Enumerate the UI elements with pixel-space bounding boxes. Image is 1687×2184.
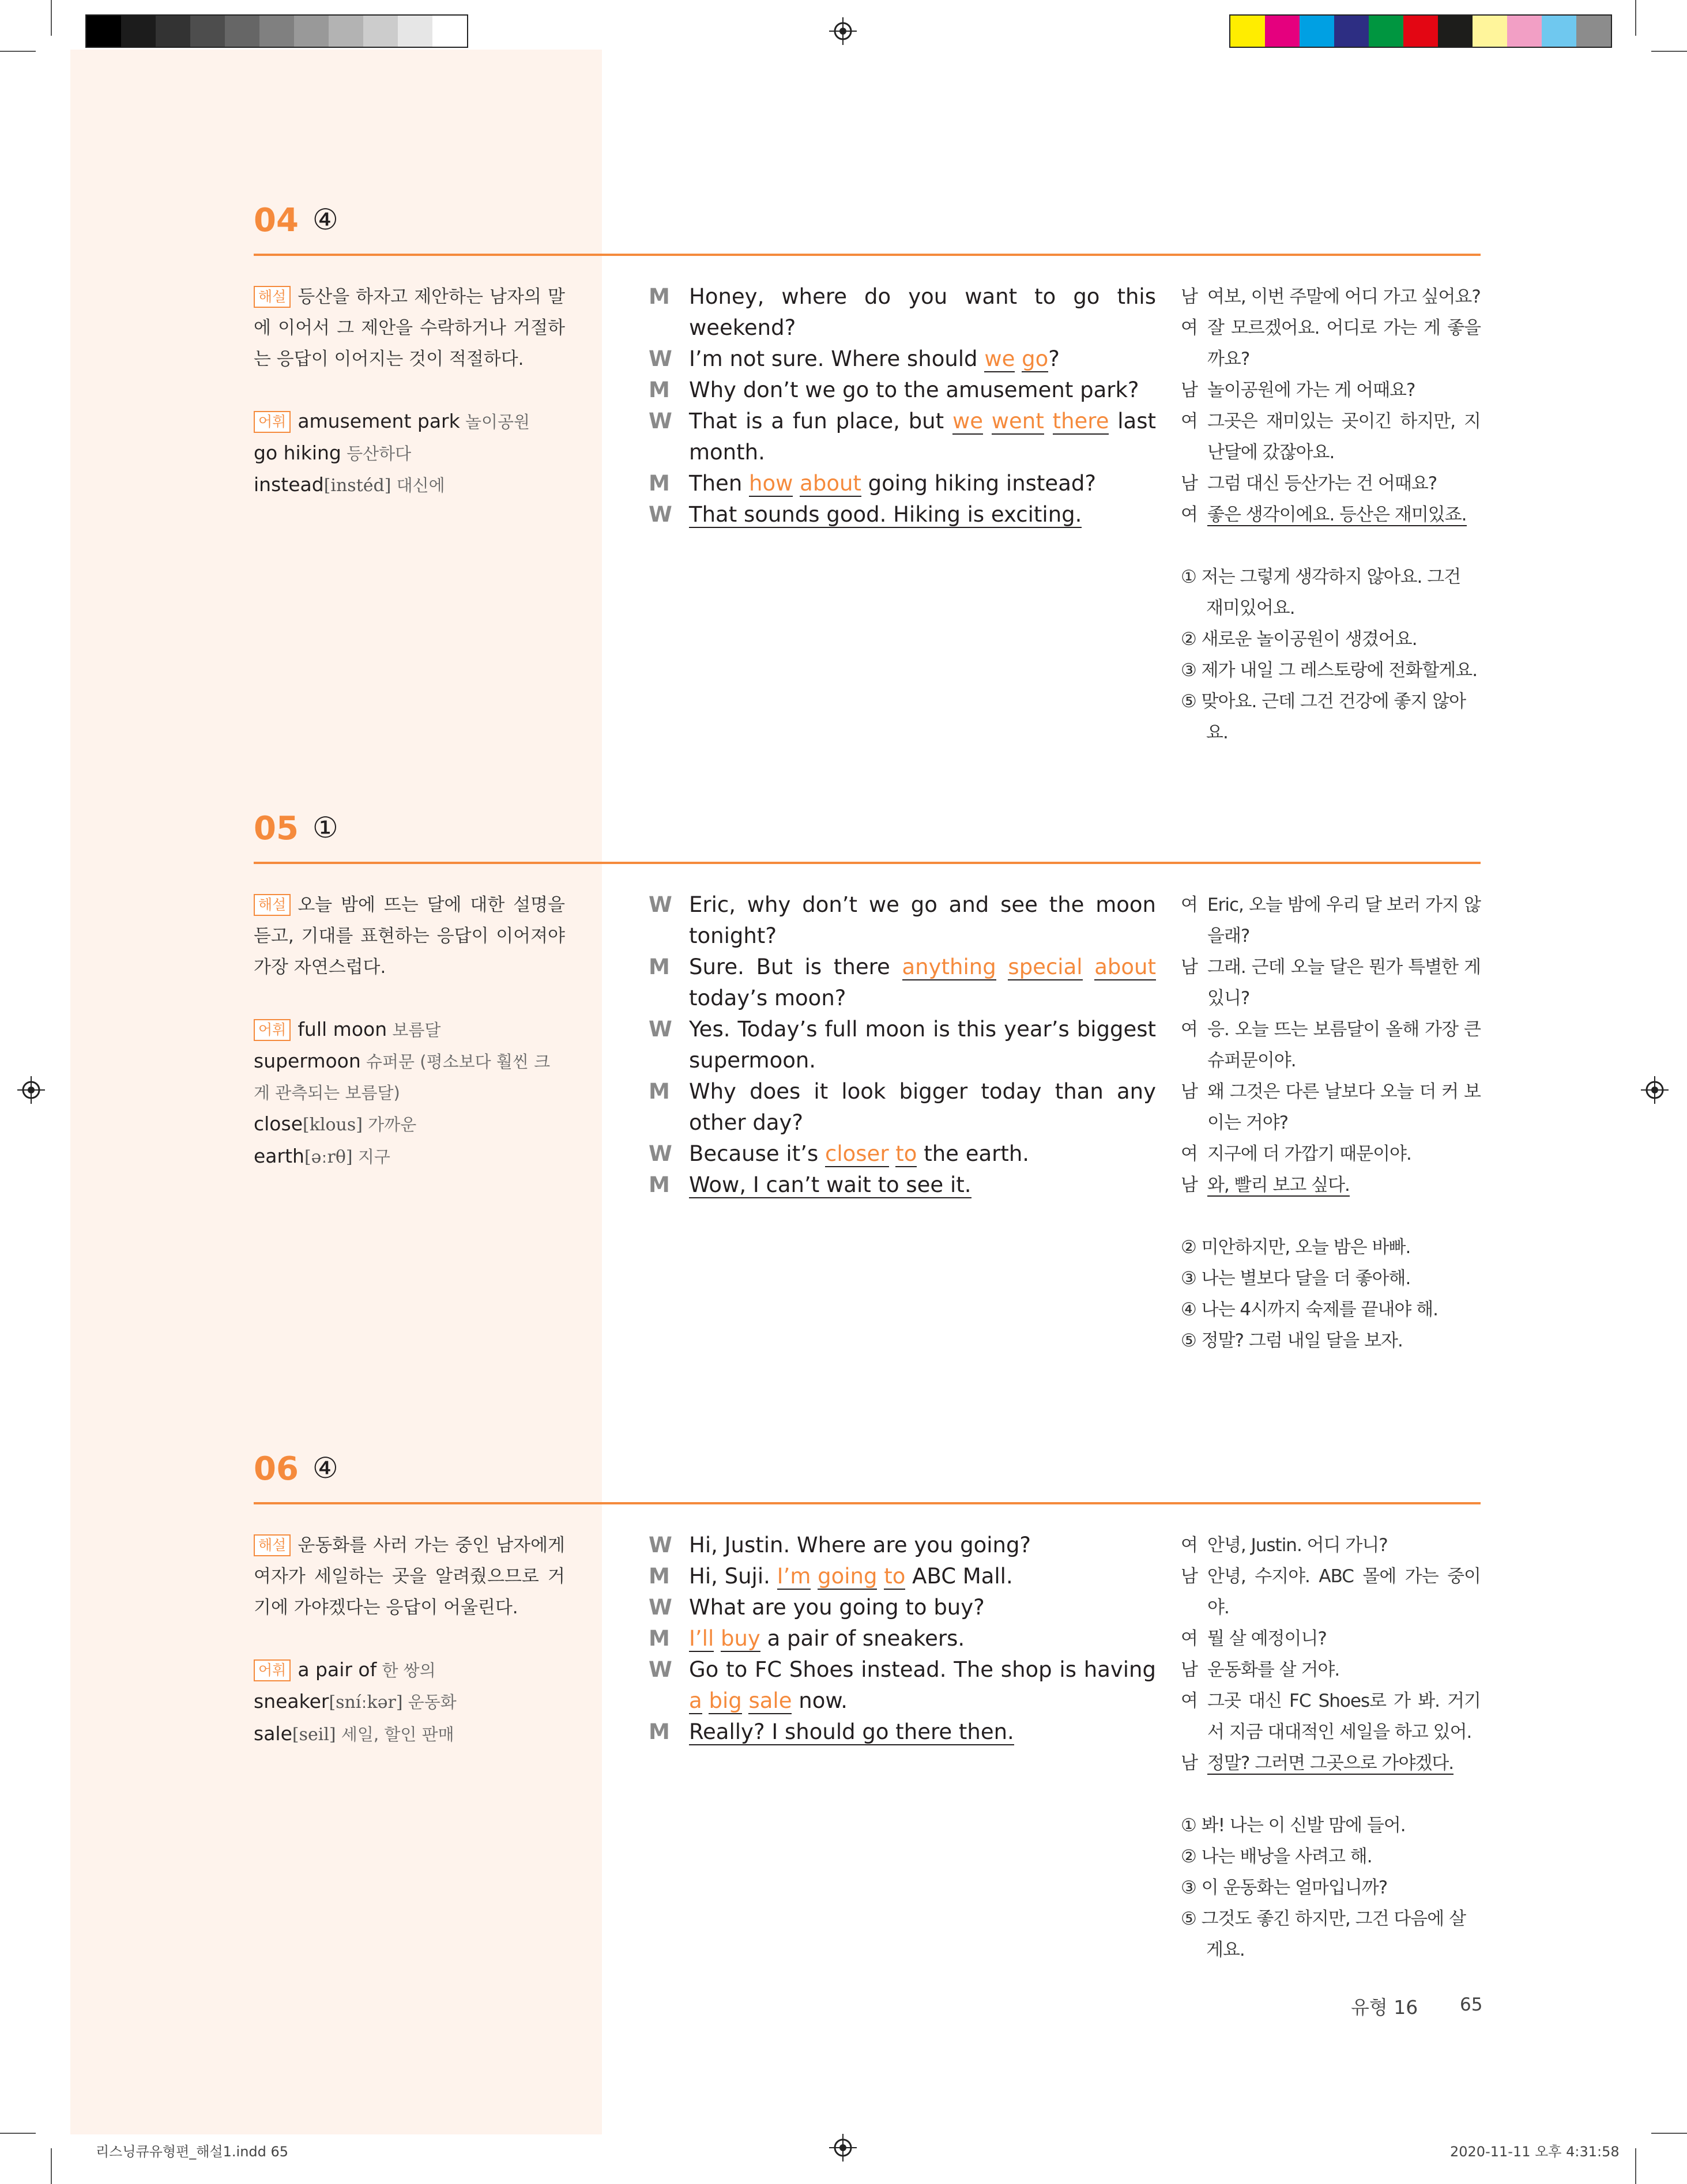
dialogue-text: I’m not sure. Where should (689, 346, 985, 371)
dialogue-line (649, 468, 1156, 499)
dialogue-line (649, 1076, 1156, 1138)
speaker-label: M (649, 378, 670, 402)
vocab-word: supermoon (254, 1050, 361, 1072)
vocab-meaning: 놀이공원 (460, 412, 530, 432)
translation-line (1181, 952, 1481, 1014)
vocab-word: sale (254, 1722, 292, 1745)
crop-mark (51, 2148, 52, 2184)
vocab-word: go hiking (254, 442, 341, 464)
translation-line (1181, 375, 1481, 406)
dialogue-line (649, 1170, 1156, 1201)
crop-mark (1635, 2148, 1636, 2184)
translation-line (1181, 1170, 1481, 1201)
answer-sentence: That sounds good. Hiking is exciting. (689, 502, 1082, 527)
page-number: 65 (1460, 1994, 1483, 2015)
dialogue-line (649, 499, 1156, 530)
vocab-entry (254, 1686, 565, 1718)
color-swatch (1403, 16, 1438, 47)
gray-swatch (156, 16, 190, 47)
blank-answer: there (1052, 409, 1109, 433)
vocab-entry (254, 1046, 565, 1108)
question-header (254, 1439, 1481, 1504)
dialogue-text: 그곳은 재미있는 곳이긴 하지만, 지난달에 갔잖아요. (1207, 411, 1481, 463)
dialogue-text: 운동화를 살 거야. (1207, 1659, 1340, 1680)
dialogue-text: Because it’s (689, 1141, 826, 1166)
blank-answer: buy (721, 1626, 760, 1651)
vocab-meaning: 슈퍼문 (평소보다 훨씬 크게 관측되는 보름달) (254, 1052, 551, 1103)
dialogue-text: now. (792, 1688, 848, 1713)
vocabulary-list (254, 1014, 565, 1173)
gray-swatch (121, 16, 156, 47)
vocab-word: instead (254, 473, 324, 496)
speaker-label: 여 (1181, 1691, 1198, 1711)
answer-option: ④ 나는 4시까지 숙제를 끝내야 해. (1181, 1299, 1438, 1320)
dialogue-text: today’s moon? (689, 986, 846, 1010)
vocab-word: full moon (298, 1018, 387, 1040)
translation-line (1181, 312, 1481, 375)
slug-timestamp: 2020-11-11 오후 4:31:58 (1450, 2144, 1620, 2160)
vocab-entry (254, 406, 565, 437)
vocab-meaning: 대신에 (391, 476, 445, 495)
explanation (254, 889, 565, 983)
speaker-label: M (649, 955, 670, 979)
answer-option: ⑤ 그것도 좋긴 하지만, 그건 다음에 살게요. (1181, 1908, 1466, 1960)
speaker-label: M (649, 284, 670, 309)
answer-sentence: Really? I should go there then. (689, 1719, 1014, 1744)
vocab-meaning: 등산하다 (341, 444, 412, 463)
dialogue-text (1083, 955, 1095, 979)
dialogue-text: Hi, Suji. (689, 1564, 777, 1589)
crop-mark (0, 51, 36, 52)
color-swatch (1507, 16, 1542, 47)
crop-mark (51, 0, 52, 36)
gray-swatch (86, 16, 121, 47)
blank-answer: sale (748, 1688, 792, 1713)
explanation-tag: 해설 (254, 894, 291, 916)
korean-translation (1181, 889, 1481, 1356)
dialogue-line (649, 406, 1156, 468)
blank-answer: I’m (777, 1564, 811, 1589)
blank-answer: we (952, 409, 983, 433)
vocab-tag: 어휘 (254, 1659, 291, 1681)
vocab-pronunciation: [seil] (292, 1725, 336, 1745)
grayscale-color-bar (85, 14, 468, 48)
vocab-entry (254, 469, 565, 501)
vocab-meaning: 세일, 할인 판매 (336, 1725, 454, 1744)
dialogue-line (649, 952, 1156, 1014)
vocab-entry (254, 1718, 565, 1751)
dialogue-text: the earth. (917, 1141, 1030, 1166)
vocab-word: close (254, 1112, 303, 1135)
vocabulary-list (254, 406, 565, 501)
speaker-label: W (649, 346, 672, 371)
answer-option: ② 나는 배낭을 사려고 해. (1181, 1846, 1372, 1867)
dialogue-line (649, 375, 1156, 406)
answer-options (1181, 1232, 1481, 1356)
answer-sentence: 정말? 그러면 그곳으로 가야겠다. (1207, 1753, 1454, 1774)
question-section (254, 798, 1481, 1351)
translation-line (1181, 889, 1481, 952)
dialogue-text: What are you going to buy? (689, 1595, 985, 1620)
answer-option: ② 새로운 놀이공원이 생겼어요. (1181, 629, 1417, 650)
speaker-label: 여 (1181, 1019, 1198, 1040)
dialogue-text: 놀이공원에 가는 게 어때요? (1207, 380, 1415, 401)
dialogue-text: a pair of sneakers. (760, 1626, 965, 1651)
speaker-label: 여 (1181, 1144, 1198, 1164)
blank-answer: special (1008, 955, 1083, 979)
answer-option: ⑤ 맞아요. 근데 그건 건강에 좋지 않아요. (1181, 691, 1466, 743)
dialogue-text: 왜 그것은 다른 날보다 오늘 더 커 보이는 거야? (1207, 1081, 1481, 1133)
dialogue-line (649, 1654, 1156, 1717)
vocab-pronunciation: [instéd] (323, 476, 391, 496)
speaker-label: 남 (1181, 1753, 1198, 1774)
translation-line (1181, 1076, 1481, 1138)
explanation-text: 오늘 밤에 뜨는 달에 대한 설명을 듣고, 기대를 표현하는 응답이 이어져야 가장 자연스럽다. (254, 895, 565, 978)
speaker-label: M (649, 1719, 670, 1744)
translation-line (1181, 1748, 1481, 1779)
blank-answer: about (800, 471, 861, 496)
dialogue-text: Why does it look bigger today than any other day? (689, 1079, 1156, 1135)
explanation-text: 운동화를 사러 가는 중인 남자에게 여자가 세일하는 곳을 알려줬으므로 거기에 가야겠다는 응답이 어울린다. (254, 1535, 565, 1618)
dialogue-text: Honey, where do you want to go this weekend? (689, 284, 1156, 340)
dialogue-script (649, 889, 1156, 1201)
translation-line (1181, 1138, 1481, 1170)
dialogue-text: 응. 오늘 뜨는 보름달이 올해 가장 큰 슈퍼문이야. (1207, 1019, 1481, 1071)
crop-mark (1635, 0, 1636, 36)
dialogue-line (649, 1623, 1156, 1654)
speaker-label: 남 (1181, 1659, 1198, 1680)
dialogue-text (983, 409, 992, 433)
translation-line (1181, 468, 1481, 499)
gray-swatch (190, 16, 225, 47)
vocab-word: amusement park (298, 410, 460, 432)
speaker-label: W (649, 1533, 672, 1557)
dialogue-text: Hi, Justin. Where are you going? (689, 1533, 1031, 1557)
question-number: 04 (254, 202, 299, 239)
question-number: 06 (254, 1450, 299, 1488)
speaker-label: W (649, 502, 672, 527)
vocab-meaning: 보름달 (387, 1020, 441, 1040)
translation-line (1181, 1685, 1481, 1748)
answer-option: ③ 제가 내일 그 레스토랑에 전화할게요. (1181, 660, 1478, 681)
vocab-pronunciation: [əːrθ] (304, 1147, 353, 1167)
blank-answer: go (1022, 346, 1049, 371)
dialogue-text (1015, 346, 1022, 371)
explanation-tag: 해설 (254, 1534, 291, 1556)
registration-mark-icon (1641, 1076, 1669, 1104)
blank-answer: going (818, 1564, 878, 1589)
vocab-pronunciation: [sníːkər] (329, 1692, 403, 1713)
dialogue-text: 여보, 이번 주말에 어디 가고 싶어요? (1207, 286, 1481, 307)
gray-swatch (225, 16, 259, 47)
speaker-label: W (649, 409, 672, 433)
dialogue-line (649, 1530, 1156, 1561)
speaker-label: 여 (1181, 504, 1198, 525)
dialogue-text (811, 1564, 818, 1589)
crop-mark (0, 2133, 36, 2134)
speaker-label: 여 (1181, 318, 1198, 338)
dialogue-line (649, 1014, 1156, 1076)
translation-line (1181, 1530, 1481, 1561)
slug-file-name: 리스닝큐유형편_해설1.indd 65 (96, 2144, 289, 2160)
dialogue-line (649, 344, 1156, 375)
speaker-label: M (649, 471, 670, 496)
question-header (254, 190, 1481, 256)
dialogue-script (649, 1530, 1156, 1748)
dialogue-text: last month. (689, 409, 1157, 465)
dialogue-text: 안녕, 수지야. ABC 몰에 가는 중이야. (1207, 1566, 1481, 1618)
dialogue-text: 그럼 대신 등산가는 건 어때요? (1207, 473, 1437, 494)
speaker-label: 남 (1181, 286, 1198, 307)
blank-answer: I’ll (689, 1626, 714, 1651)
answer-option: ① 저는 그렇게 생각하지 않아요. 그건 재미있어요. (1181, 567, 1461, 618)
speaker-label: 남 (1181, 1175, 1198, 1195)
dialogue-text: 그곳 대신 FC Shoes로 가 봐. 거기서 지금 대대적인 세일을 하고 있어. (1207, 1691, 1481, 1742)
dialogue-text: ? (1048, 346, 1060, 371)
speaker-label: M (649, 1172, 670, 1197)
correct-answer: ④ (312, 203, 338, 236)
speaker-label: M (649, 1079, 670, 1104)
vocab-entry (254, 437, 565, 469)
vocab-entry (254, 1108, 565, 1141)
speaker-label: M (649, 1626, 670, 1651)
color-swatch (1230, 16, 1265, 47)
blank-answer: about (1094, 955, 1157, 979)
explanation-column (254, 889, 565, 1173)
gray-swatch (398, 16, 432, 47)
vocab-meaning: 한 쌍의 (376, 1661, 436, 1680)
speaker-label: W (649, 1141, 672, 1166)
question-number: 05 (254, 810, 299, 847)
answer-option: ③ 나는 별보다 달을 더 좋아해. (1181, 1268, 1411, 1289)
explanation-column (254, 281, 565, 501)
dialogue-script (649, 281, 1156, 530)
dialogue-text: Why don’t we go to the amusement park? (689, 378, 1139, 402)
translation-line (1181, 1654, 1481, 1685)
dialogue-text: Eric, why don’t we go and see the moon tonight? (689, 892, 1156, 948)
translation-line (1181, 281, 1481, 312)
dialogue-text: going hiking instead? (861, 471, 1096, 496)
registration-mark-icon (17, 1076, 45, 1104)
vocab-entry (254, 1654, 565, 1686)
blank-answer: to (884, 1564, 906, 1589)
vocab-tag: 어휘 (254, 411, 291, 433)
blank-answer: we (984, 346, 1015, 371)
dialogue-text (714, 1626, 721, 1651)
dialogue-text: 안녕, Justin. 어디 가니? (1207, 1535, 1388, 1556)
explanation-tag: 해설 (254, 286, 291, 308)
vocab-tag: 어휘 (254, 1019, 291, 1041)
explanation-text: 등산을 하자고 제안하는 남자의 말에 이어서 그 제안을 수락하거나 거절하는 응답이 이어지는 것이 적절하다. (254, 286, 565, 369)
dialogue-text (702, 1688, 709, 1713)
speaker-label: 남 (1181, 380, 1198, 401)
speaker-label: 남 (1181, 473, 1198, 494)
crop-mark (1651, 2133, 1687, 2134)
blank-answer: to (895, 1141, 917, 1166)
dialogue-text: 지구에 더 가깝기 때문이야. (1207, 1144, 1411, 1164)
dialogue-text: Then (689, 471, 750, 496)
correct-answer: ④ (312, 1451, 338, 1485)
question-type-label: 유형 16 (1351, 1996, 1418, 2019)
translation-line (1181, 406, 1481, 468)
dialogue-text: Go to FC Shoes instead. The shop is having (689, 1657, 1156, 1682)
explanation (254, 281, 565, 375)
answer-option: ② 미안하지만, 오늘 밤은 바빠. (1181, 1237, 1411, 1258)
vocab-word: sneaker (254, 1690, 329, 1713)
color-swatch (1300, 16, 1334, 47)
speaker-label: W (649, 1595, 672, 1620)
blank-answer: how (749, 471, 793, 496)
korean-translation (1181, 281, 1481, 748)
dialogue-text (793, 471, 800, 496)
blank-answer: closer (825, 1141, 889, 1166)
process-color-bar (1229, 14, 1612, 48)
vocab-pronunciation: [klous] (303, 1115, 363, 1135)
gray-swatch (363, 16, 398, 47)
explanation-column (254, 1530, 565, 1751)
dialogue-text: 그래. 근데 오늘 달은 뭔가 특별한 게 있니? (1207, 957, 1481, 1009)
answer-option: ⑤ 정말? 그럼 내일 달을 보자. (1181, 1330, 1403, 1351)
registration-mark-icon (829, 17, 857, 45)
korean-translation (1181, 1530, 1481, 1966)
gray-swatch (432, 16, 467, 47)
explanation (254, 1530, 565, 1623)
registration-mark-icon (829, 2134, 857, 2162)
dialogue-text (877, 1564, 884, 1589)
speaker-label: W (649, 892, 672, 917)
speaker-label: W (649, 1017, 672, 1042)
dialogue-line (649, 281, 1156, 344)
answer-option: ③ 이 운동화는 얼마입니까? (1181, 1877, 1388, 1898)
dialogue-text: 잘 모르겠어요. 어디로 가는 게 좋을까요? (1207, 318, 1481, 369)
blank-answer: anything (902, 955, 996, 979)
dialogue-line (649, 889, 1156, 952)
dialogue-line (649, 1561, 1156, 1592)
correct-answer: ① (312, 811, 338, 844)
speaker-label: 여 (1181, 1535, 1198, 1556)
dialogue-text (1044, 409, 1053, 433)
gray-swatch (294, 16, 329, 47)
dialogue-line (649, 1138, 1156, 1170)
blank-answer: a (689, 1688, 702, 1713)
question-section (254, 1439, 1481, 1960)
color-swatch (1576, 16, 1611, 47)
answer-option: ① 봐! 나는 이 신발 맘에 들어. (1181, 1815, 1406, 1836)
answer-options (1181, 1810, 1481, 1966)
answer-sentence: Wow, I can’t wait to see it. (689, 1172, 971, 1197)
dialogue-text: Eric, 오늘 밤에 우리 달 보러 가지 않을래? (1207, 895, 1481, 946)
answer-sentence: 와, 빨리 보고 싶다. (1207, 1175, 1350, 1195)
vocab-meaning: 지구 (352, 1147, 390, 1167)
vocab-word: a pair of (298, 1658, 377, 1681)
speaker-label: 남 (1181, 1081, 1198, 1102)
vocabulary-list (254, 1654, 565, 1751)
dialogue-text (889, 1141, 896, 1166)
vocab-meaning: 운동화 (402, 1692, 457, 1712)
answer-options (1181, 561, 1481, 748)
speaker-label: 남 (1181, 1566, 1198, 1587)
gray-swatch (329, 16, 363, 47)
dialogue-text (996, 955, 1008, 979)
dialogue-text (742, 1688, 749, 1713)
speaker-label: 여 (1181, 411, 1198, 432)
blank-answer: big (709, 1688, 742, 1713)
speaker-label: 남 (1181, 957, 1198, 978)
dialogue-text: 뭘 살 예정이니? (1207, 1628, 1327, 1649)
color-swatch (1265, 16, 1300, 47)
vocab-entry (254, 1014, 565, 1046)
color-swatch (1542, 16, 1576, 47)
color-swatch (1334, 16, 1369, 47)
color-swatch (1438, 16, 1473, 47)
translation-line (1181, 1623, 1481, 1654)
vocab-word: earth (254, 1145, 304, 1167)
speaker-label: 여 (1181, 1628, 1198, 1649)
dialogue-line (649, 1717, 1156, 1748)
question-section (254, 190, 1481, 743)
color-swatch (1473, 16, 1507, 47)
dialogue-text: Yes. Today’s full moon is this year’s biggest supermoon. (689, 1017, 1156, 1073)
translation-line (1181, 1014, 1481, 1076)
dialogue-text: Sure. But is there (689, 955, 902, 979)
translation-line (1181, 1561, 1481, 1623)
vocab-meaning: 가까운 (362, 1115, 417, 1134)
blank-answer: went (991, 409, 1044, 433)
color-swatch (1369, 16, 1403, 47)
speaker-label: M (649, 1564, 670, 1589)
dialogue-line (649, 1592, 1156, 1623)
gray-swatch (259, 16, 294, 47)
vocab-entry (254, 1141, 565, 1173)
translation-line (1181, 499, 1481, 530)
speaker-label: 여 (1181, 895, 1198, 915)
crop-mark (1651, 51, 1687, 52)
speaker-label: W (649, 1657, 672, 1682)
dialogue-text: That is a fun place, but (689, 409, 952, 433)
answer-sentence: 좋은 생각이에요. 등산은 재미있죠. (1207, 504, 1467, 525)
question-header (254, 798, 1481, 864)
dialogue-text: ABC Mall. (905, 1564, 1013, 1589)
